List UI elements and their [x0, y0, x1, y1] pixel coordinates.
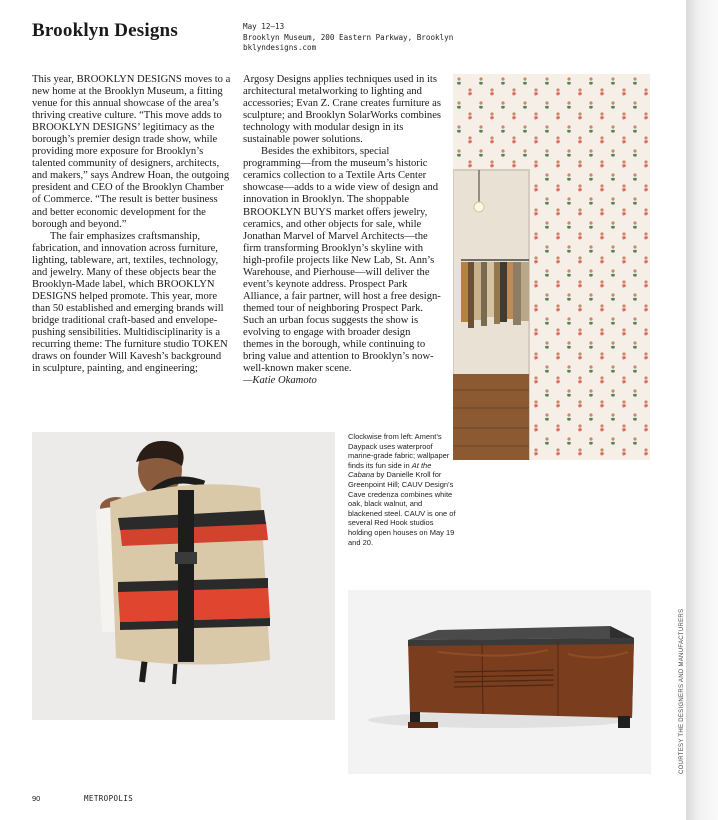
event-website[interactable]: bklyndesigns.com — [243, 43, 317, 52]
byline: —Katie Okamoto — [243, 375, 317, 387]
article-column-1 — [32, 74, 232, 375]
wallpaper-photo — [453, 74, 650, 460]
event-venue: Brooklyn Museum, 200 Eastern Parkway, Brooklyn — [243, 32, 454, 42]
magazine-name: METROPOLIS — [84, 794, 134, 803]
page-gutter-edge — [686, 0, 718, 820]
paragraph: This year, BROOKLYN DESIGNS moves to a new home at the Brooklyn Museum, a fitting venue for this annual showcase of the area’s thriving creative culture. “This move adds to BROOKLYN DESIGNS’ legitimacy as the borough’s premier design trade show, while providing more exposure for Brooklyn’s talented community of designers, architects, and makers,” says Andrew Hoan, the outgoing president and CEO of the Brooklyn Chamber of Commerce. “The result is better business and better economic development for the borough and beyond.” — [32, 74, 231, 230]
article-title: Brooklyn Designs — [32, 20, 178, 41]
caption-text: by Danielle Kroll for Greenpoint Hill; CAUV Design’s Cave credenza combines white oak, black walnut, and blackened steel. CAUV is one of several Red Hook studios holding open houses on May 19 and 20. — [348, 470, 456, 547]
event-date: May 12–13 — [243, 22, 285, 31]
paragraph: Besides the exhibitors, special programming—from the museum’s historic ceramics collection to a Textile Arts Center showcase—adds to a wide view of design and innovation in Brooklyn. The shoppable BROOKLYN BUYS market offers jewelry, ceramics, and other objects for sale, while Jonathan Marvel of Marvel Architects—the firm transforming Brooklyn’s skyline with high-profile projects like New Lab, St. Ann’s Warehouse, and Pierhouse—will deliver the event’s keynote address. Prospect Park Alliance, a fair partner, will host a free design-themed tour of neighboring Prospect Park. Such an urban focus suggests the show is evolving to engage with broader design themes in the borough, while continuing to bring value and attention to Brooklyn’s now-well-known maker scene. — [243, 146, 441, 375]
daypack-photo — [32, 432, 335, 720]
paragraph: The fair emphasizes craftsmanship, fabrication, and innovation across furniture, lighting, tableware, art, textiles, technology, and jewelry. Many of these objects bear the Brooklyn-Made label, which BROOKLYN DESIGNS helped promote. This year, more than 50 established and emerging brands will bridge traditional craft-based and envelope-pushing sensibilities. Multidisciplinarity is a recurring theme: The furniture studio TOKEN draws on founder Will Kavesh’s background in sculpture, painting, and engineering; — [32, 230, 228, 375]
photo-caption — [348, 432, 456, 547]
photo-credit: COURTESY THE DESIGNERS AND MANUFACTURERS — [679, 608, 685, 774]
paragraph: Argosy Designs applies techniques used in its architectural metalworking to lighting and accessories; Evan Z. Crane creates furniture as sculpture; and Brooklyn SolarWorks combines technology with modular design in its sustainable power solutions. — [243, 74, 442, 146]
article-column-2 — [243, 74, 443, 387]
page-number: 90 — [32, 794, 41, 803]
credenza-photo — [348, 590, 651, 774]
event-info — [243, 22, 453, 54]
caption-italic-title: At the Cabana — [348, 460, 432, 480]
caption-text: Clockwise from left: Ament’s Daypack uses waterproof marine-grade fabric; wallpaper finds its fun side in — [348, 432, 450, 470]
